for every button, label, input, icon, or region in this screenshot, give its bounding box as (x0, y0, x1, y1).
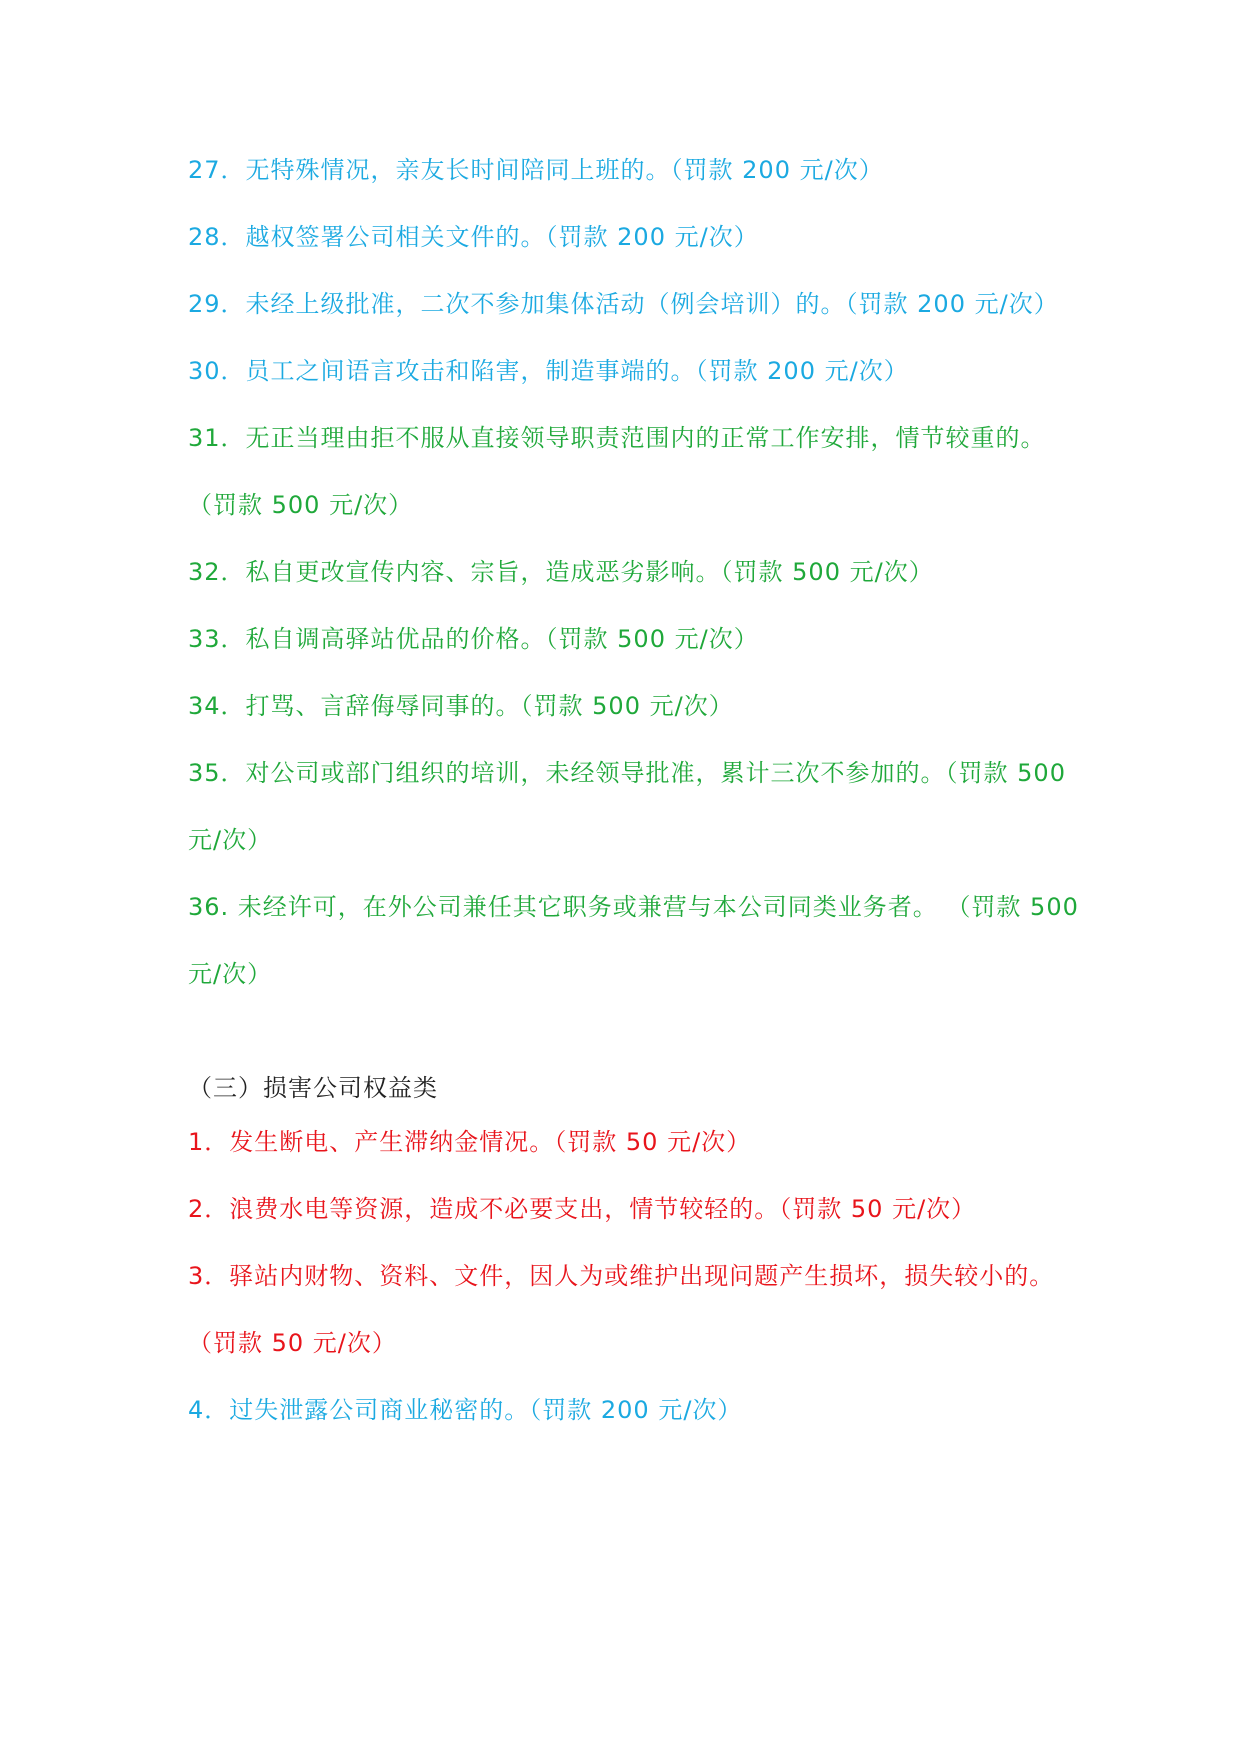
section-heading: （三）损害公司权益类 (188, 1074, 438, 1102)
section-item-3-continued: （罚款 50 元/次） (188, 1329, 397, 1357)
rule-item-30: 30．员工之间语言攻击和陷害，制造事端的。（罚款 200 元/次） (188, 357, 909, 385)
section-item-1: 1．发生断电、产生滞纳金情况。（罚款 50 元/次） (188, 1128, 752, 1156)
rule-item-36: 36. 未经许可，在外公司兼任其它职务或兼营与本公司同类业务者。 （罚款 500 (188, 893, 1079, 921)
rule-item-31-continued: （罚款 500 元/次） (188, 491, 414, 519)
section-item-4: 4．过失泄露公司商业秘密的。（罚款 200 元/次） (188, 1396, 743, 1424)
rule-item-29: 29．未经上级批准，二次不参加集体活动（例会培训）的。（罚款 200 元/次） (188, 290, 1059, 318)
rule-item-31: 31．无正当理由拒不服从直接领导职责范围内的正常工作安排，情节较重的。 (188, 424, 1046, 452)
rule-item-36-continued: 元/次） (188, 960, 273, 988)
rule-item-34: 34．打骂、言辞侮辱同事的。（罚款 500 元/次） (188, 692, 734, 720)
rule-item-28: 28．越权签署公司相关文件的。（罚款 200 元/次） (188, 223, 759, 251)
rule-item-33: 33．私自调高驿站优品的价格。（罚款 500 元/次） (188, 625, 759, 653)
rule-item-27: 27．无特殊情况，亲友长时间陪同上班的。（罚款 200 元/次） (188, 156, 884, 184)
rule-item-35-continued: 元/次） (188, 826, 273, 854)
rule-item-35: 35．对公司或部门组织的培训，未经领导批准，累计三次不参加的。（罚款 500 (188, 759, 1066, 787)
section-item-3: 3．驿站内财物、资料、文件，因人为或维护出现问题产生损坏，损失较小的。 (188, 1262, 1055, 1290)
rule-item-32: 32．私自更改宣传内容、宗旨，造成恶劣影响。（罚款 500 元/次） (188, 558, 934, 586)
section-item-2: 2．浪费水电等资源，造成不必要支出，情节较轻的。（罚款 50 元/次） (188, 1195, 977, 1223)
